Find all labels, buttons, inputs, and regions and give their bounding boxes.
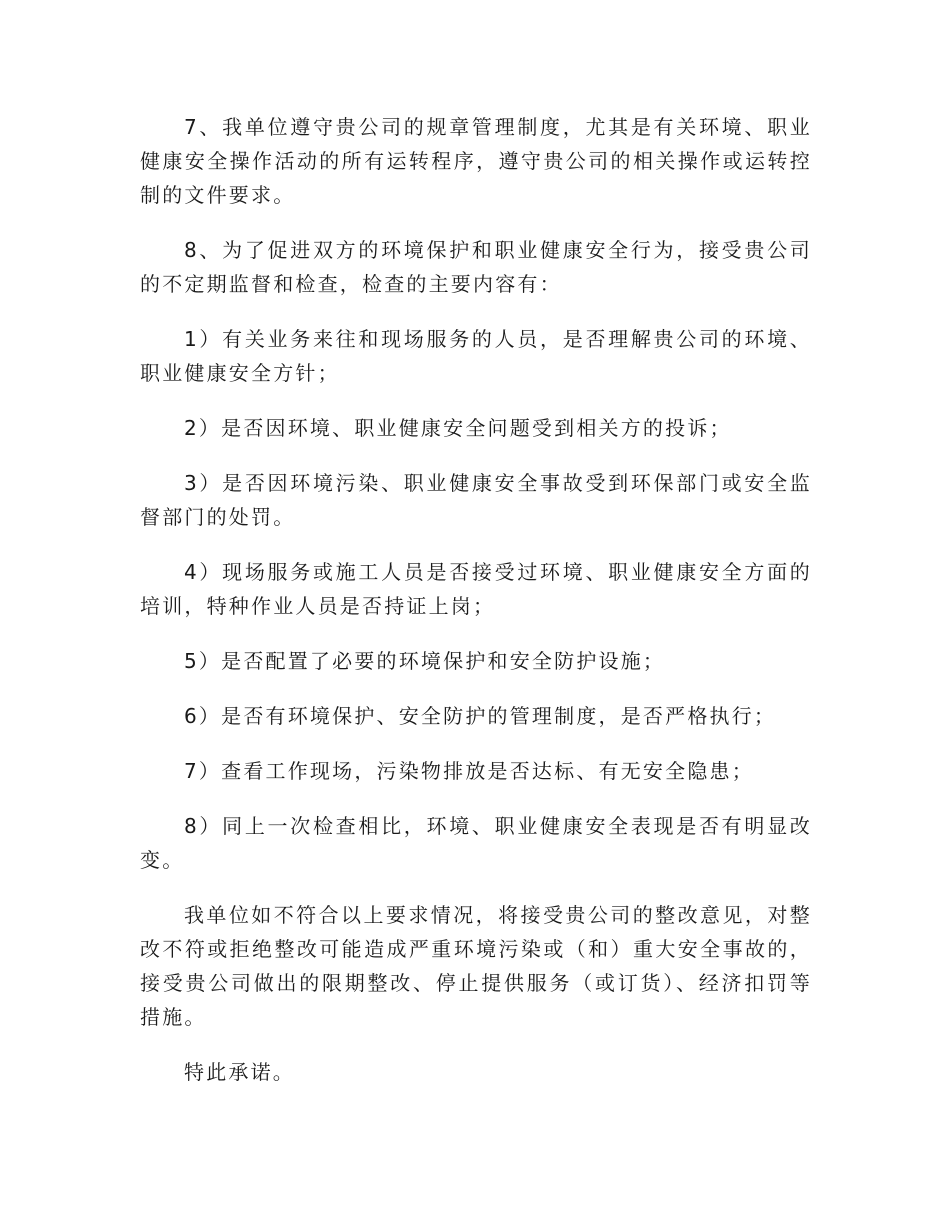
paragraph-item-7: 7、我单位遵守贵公司的规章管理制度，尤其是有关环境、职业健康安全操作活动的所有运转程序，遵守贵公司的相关操作或运转控制的文件要求。 [140, 115, 812, 207]
check-item-6: 6）是否有环境保护、安全防护的管理制度，是否严格执行； [184, 704, 777, 728]
check-item-4: 4）现场服务或施工人员是否接受过环境、职业健康安全方面的培训，特种作业人员是否持证上岗； [140, 560, 812, 618]
document-body [140, 110, 812, 1110]
check-item-8: 8）同上一次检查相比，环境、职业健康安全表现是否有明显改变。 [140, 814, 812, 872]
paragraph-item-8: 8、为了促进双方的环境保护和职业健康安全行为，接受贵公司的不定期监督和检查，检查的主要内容有： [140, 238, 812, 296]
check-item-7: 7）查看工作现场，污染物排放是否达标、有无安全隐患； [184, 759, 754, 783]
rectification-paragraph: 我单位如不符合以上要求情况，将接受贵公司的整改意见，对整改不符或拒绝整改可能造成严重环境污染或（和）重大安全事故的，接受贵公司做出的限期整改、停止提供服务（或订货）、经济扣罚等措施。 [140, 903, 812, 1029]
check-item-5: 5）是否配置了必要的环境保护和安全防护设施； [184, 649, 666, 673]
check-item-1: 1）有关业务来往和现场服务的人员，是否理解贵公司的环境、职业健康安全方针； [140, 327, 812, 385]
closing-statement: 特此承诺。 [184, 1060, 295, 1084]
check-item-3: 3）是否因环境污染、职业健康安全事故受到环保部门或安全监督部门的处罚。 [140, 471, 812, 529]
check-item-2: 2）是否因环境、职业健康安全问题受到相关方的投诉； [184, 416, 732, 440]
